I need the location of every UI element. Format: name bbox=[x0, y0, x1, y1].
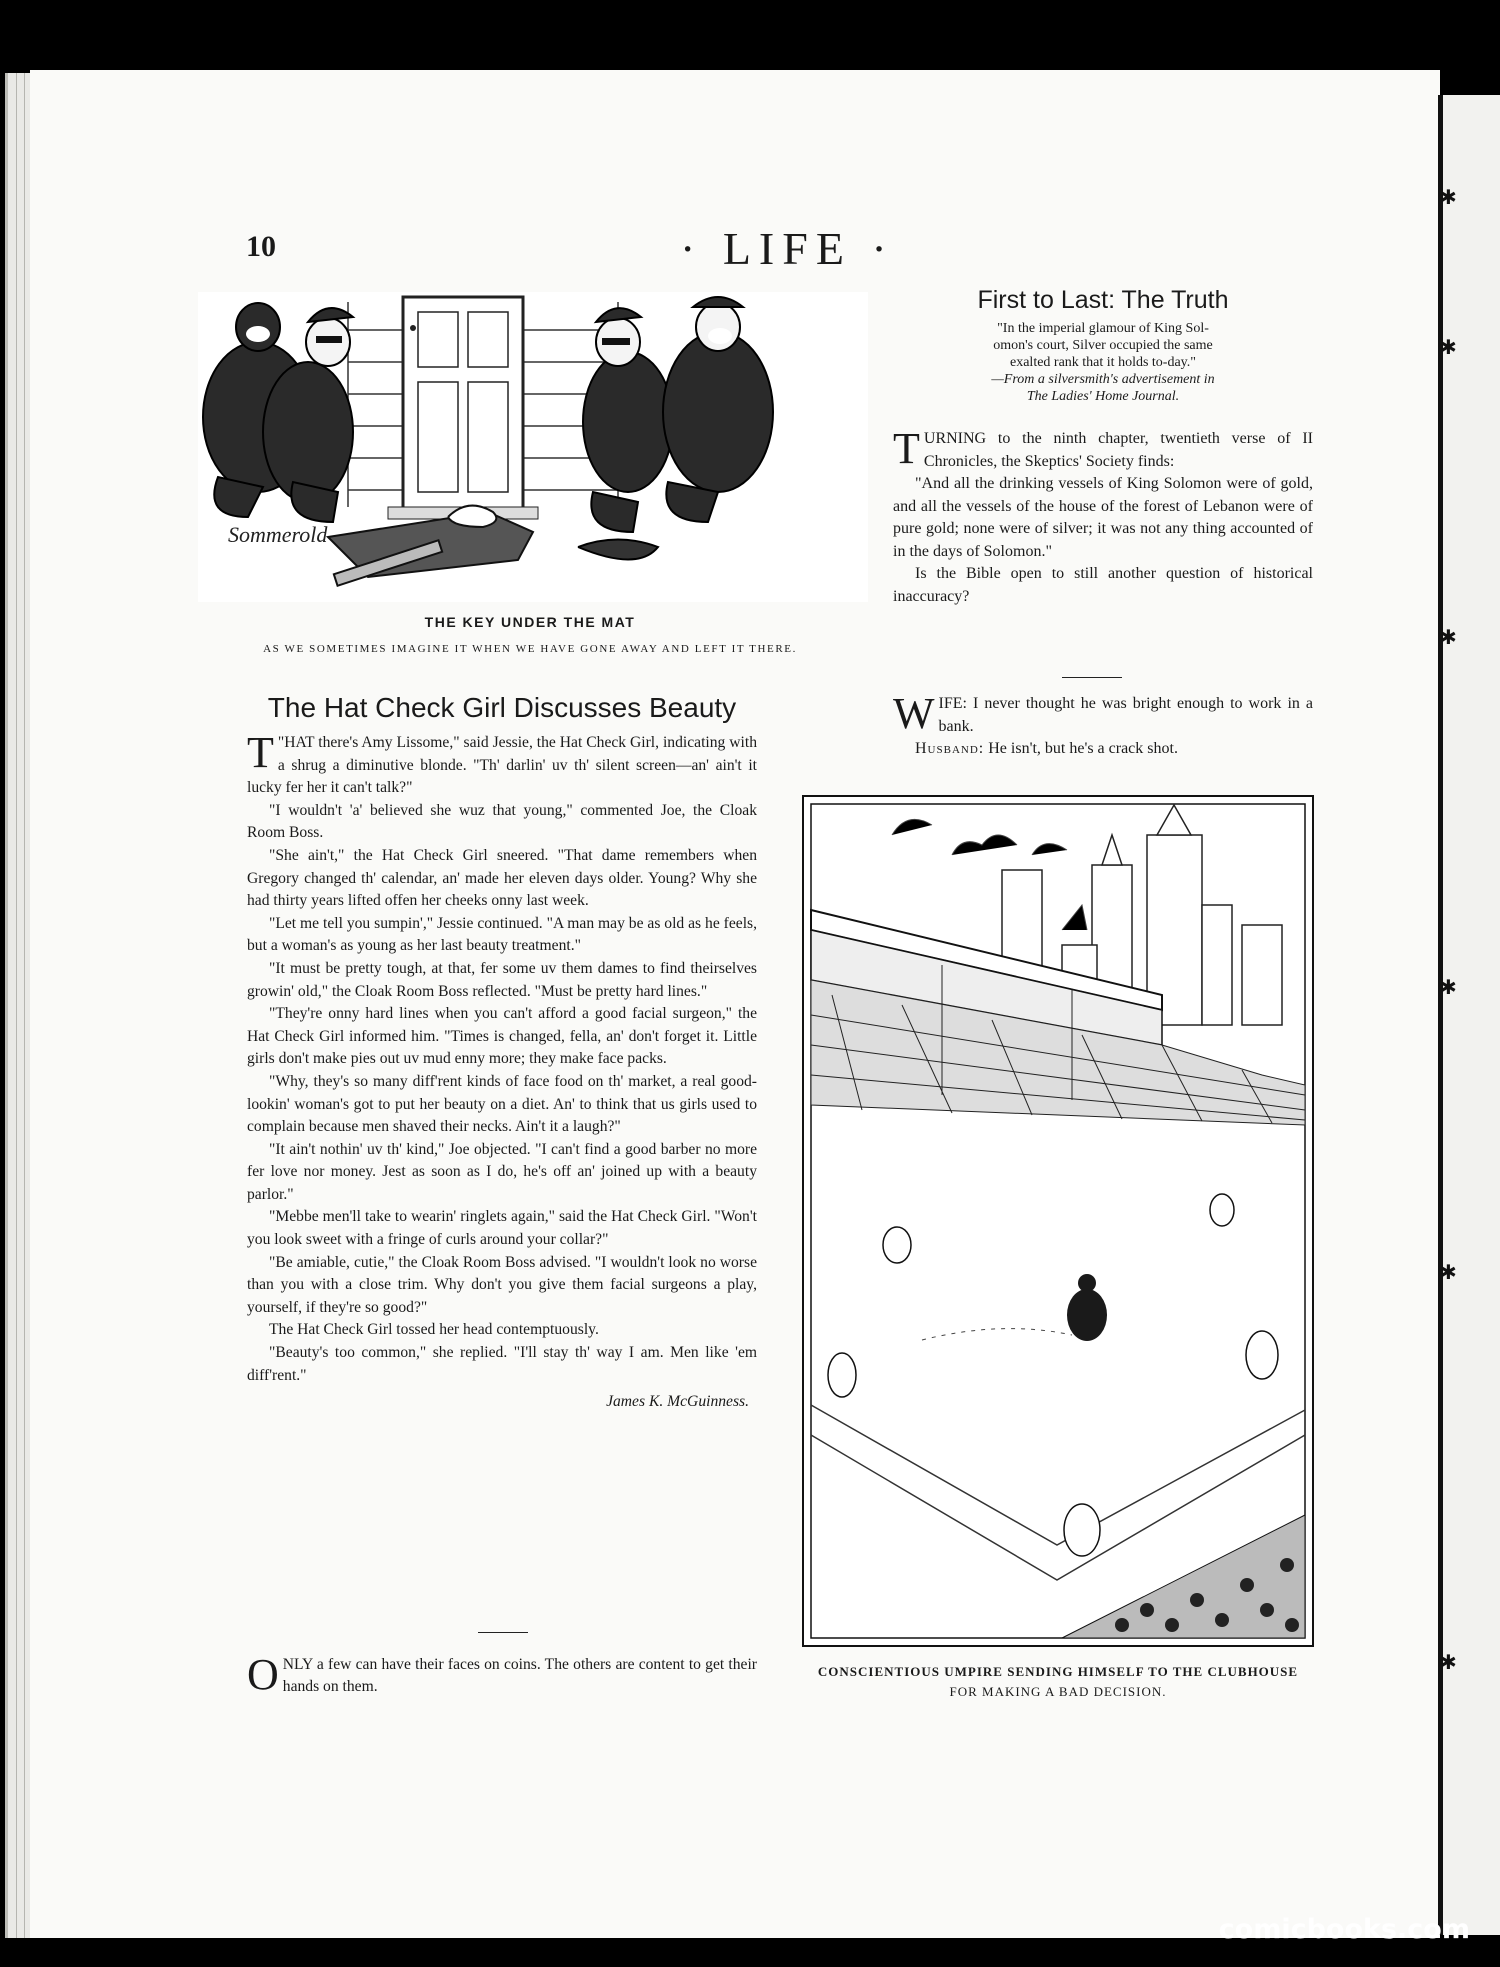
section-divider bbox=[478, 1632, 528, 1633]
open-quote: " bbox=[277, 734, 285, 751]
hat-check-article-title: The Hat Check Girl Discusses Beauty bbox=[267, 692, 737, 723]
umpire-cartoon bbox=[802, 795, 1314, 1647]
wife-husband-joke bbox=[893, 689, 1313, 761]
drop-cap: T bbox=[247, 728, 274, 777]
quote-attribution: The Ladies' Home Journal. bbox=[1026, 389, 1180, 404]
drop-cap: O bbox=[247, 1650, 279, 1699]
article-paragraph: "It must be pretty tough, at that, fer some uv them dames to find theirselves growin' old," the Cloak Room Boss reflected. "Must be pretty hard lines." bbox=[247, 959, 757, 1000]
article-paragraph: "It ain't nothin' uv th' kind," Joe objected. "I can't find a good barber no more fer love nor money. Jest as soon as I do, he's off an' joined up with a beauty parlor." bbox=[247, 1140, 757, 1203]
only-joke-text: NLY a few can have their faces on coins. The others are content to get their hands on them. bbox=[282, 1656, 757, 1695]
truth-paragraph: URNING to the ninth chapter, twentieth verse of II Chronicles, the Skeptics' Society finds: bbox=[923, 430, 1313, 470]
only-joke bbox=[247, 1650, 757, 1699]
husband-label: Husband: bbox=[915, 740, 985, 757]
truth-article-body bbox=[893, 424, 1313, 608]
article-paragraph: "I wouldn't 'a' believed she wuz that young," commented Joe, the Cloak Room Boss. bbox=[247, 801, 757, 842]
truth-paragraph: "And all the drinking vessels of King Solomon were of gold, and all the vessels of the house of the forest of Lebanon were of pure gold; none were of silver; it was not any thing accounted of in the days of Solomon." bbox=[893, 475, 1313, 560]
hat-check-article-body bbox=[247, 728, 757, 1414]
key-cartoon-caption-title: THE KEY UNDER THE MAT bbox=[424, 614, 636, 630]
cartoon-signature: Sommerold bbox=[228, 522, 328, 547]
section-divider bbox=[1062, 677, 1122, 678]
page-number: 10 bbox=[246, 230, 276, 263]
truth-article-title: First to Last: The Truth bbox=[977, 286, 1229, 314]
article-paragraph: The Hat Check Girl tossed her head contemptuously. bbox=[269, 1321, 599, 1339]
masthead: · LIFE · bbox=[680, 223, 895, 274]
article-paragraph: "Let me tell you sumpin'," Jessie continued. "A man may be as old as he feels, but a woman's as young as her last beauty treatment." bbox=[247, 914, 757, 955]
wife-line: IFE: I never thought he was bright enough to work in a bank. bbox=[938, 695, 1313, 735]
article-paragraph: "Be amiable, cutie," the Cloak Room Boss advised. "I wouldn't look no worse than you with a close trim. Why don't you give them facial surgeons a play, yourself, if they're so good?" bbox=[247, 1253, 757, 1316]
article-paragraph: "Beauty's too common," she replied. "I'll stay th' way I am. Men like 'em diff'rent." bbox=[247, 1344, 757, 1384]
key-under-mat-cartoon bbox=[198, 292, 868, 602]
truth-article-quote bbox=[893, 320, 1313, 405]
site-watermark: comicbooks.com bbox=[1218, 1914, 1470, 1945]
caption-line: CONSCIENTIOUS UMPIRE SENDING HIMSELF TO THE CLUBHOUSE bbox=[817, 1664, 1299, 1679]
article-paragraph: "Mebbe men'll take to wearin' ringlets again," said the Hat Check Girl. "Won't you look sweet with a fringe of curls around your collar?" bbox=[247, 1208, 757, 1249]
article-paragraph: "She ain't," the Hat Check Girl sneered. "That dame remembers when Gregory changed th' calendar, an' made her eleven days older. Young? Why she had thirty years lifted offen her cheeks onny last week. bbox=[247, 846, 757, 910]
byline: James K. McGuinness. bbox=[606, 1393, 749, 1411]
quote-line: omon's court, Silver occupied the same bbox=[993, 338, 1213, 353]
umpire-cartoon-caption bbox=[795, 1662, 1321, 1702]
article-paragraph: "They're onny hard lines when you can't afford a good facial surgeon," the Hat Check Girl informed him. "Times is changed, fella, an' don't forget it. Little girls don't make pies out uv mud enny more; they make face packs. bbox=[247, 1005, 757, 1068]
quote-line: "In the imperial glamour of King Sol- bbox=[997, 321, 1209, 336]
drop-cap: T bbox=[893, 424, 920, 473]
adjacent-page-edge: ✱ ✱ ✱ ✱ ✱ ✱ bbox=[1438, 95, 1500, 1935]
quote-attribution: —From a silversmith's advertisement in bbox=[991, 372, 1215, 387]
husband-line: He isn't, but he's a crack shot. bbox=[988, 740, 1178, 757]
drop-cap: W bbox=[893, 689, 935, 738]
caption-line: FOR MAKING A BAD DECISION. bbox=[949, 1684, 1167, 1699]
article-paragraph: HAT there's Amy Lissome," said Jessie, the Hat Check Girl, indicating with a shrug a diminutive blonde. "Th' darlin' uv th' silent screen—an' ain't it lucky fer her it can't talk?" bbox=[247, 734, 757, 797]
article-paragraph: "Why, they's so many diff'rent kinds of face food on th' market, a real good-lookin' woman's got to put her beauty on a diet. An' to think that us girls used to complain because men shaved their necks. Ain't it a laugh?" bbox=[247, 1072, 757, 1136]
key-cartoon-caption-subtitle: AS WE SOMETIMES IMAGINE IT WHEN WE HAVE GONE AWAY AND LEFT IT THERE. bbox=[263, 643, 797, 655]
truth-paragraph: Is the Bible open to still another question of historical inaccuracy? bbox=[893, 565, 1313, 605]
quote-line: exalted rank that it holds to-day." bbox=[1010, 355, 1196, 370]
